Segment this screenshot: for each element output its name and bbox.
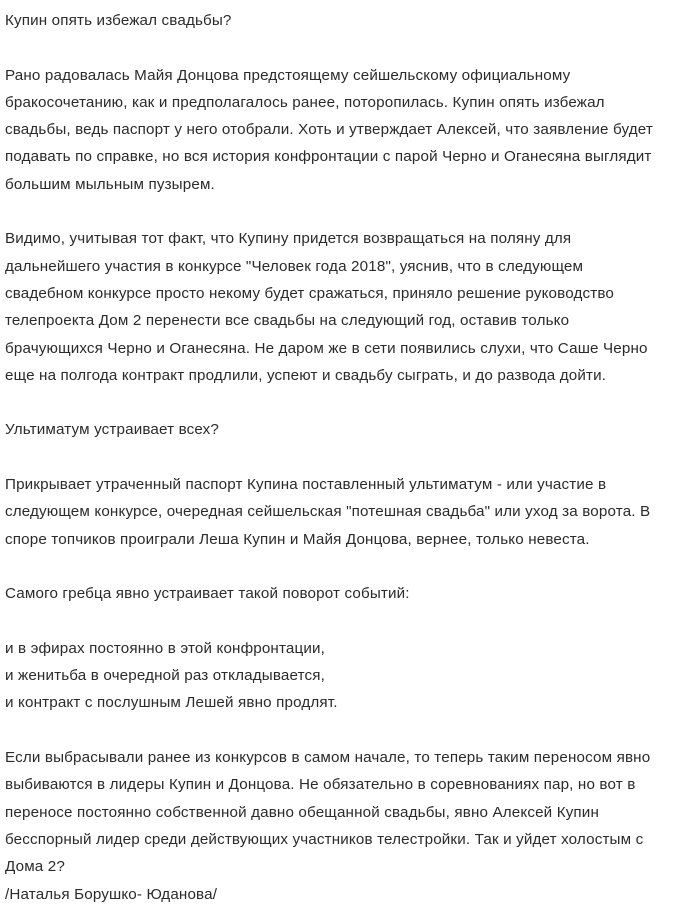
article-paragraph-intro: Рано радовалась Майя Донцова предстоящему сейшельскому официальному бракосочетанию, как и предполагалось ранее, поторопилась. Купин опять избежал свадьбы, ведь паспорт у него отобрали. Хоть и утверждает Алексей, что заявление будет подавать по справке, но вся история конфронтации с парой Черно и Оганесяна выглядит большим мыльным пузырем. — [5, 66, 653, 193]
article-paragraph-lead-in: Самого гребца явно устраивает такой поворот событий: — [5, 585, 410, 603]
article-heading-ultimatum: Ультиматум устраивает всех? — [5, 421, 219, 439]
list-item: и в эфирах постоянно в этой конфронтации, — [5, 639, 325, 657]
article-body — [0, 7, 699, 908]
article-paragraph-conclusion: Если выбрасывали ранее из конкурсов в самом начале, то теперь таким переносом явно выбиваются в лидеры Купин и Донцова. Не обязательно в соревнованиях пар, но вот в переносе постоянно собственной давно обещанной свадьбы, явно Алексей Купин бесспорный лидер среди действующих участников телестройки. Так и уйдет холостым с Дома 2? — [5, 749, 651, 876]
article-heading-primary: Купин опять избежал свадьбы? — [5, 12, 232, 29]
list-item: и женитьба в очередной раз откладывается, — [5, 667, 325, 685]
article-reason-list — [5, 635, 665, 717]
article-author-signature: /Наталья Борушко- Юданова/ — [5, 885, 218, 903]
article-paragraph-ultimatum: Прикрывает утраченный паспорт Купина поставленный ультиматум - или участие в следующем конкурсе, очередная сейшельская "потешная свадьба" или уход за ворота. В споре топчиков проиграли Леша Купин и Майя Донцова, вернее, только невеста. — [5, 476, 651, 548]
list-item: и контракт с послушным Лешей явно продлят. — [5, 694, 338, 712]
article-paragraph-postponement: Видимо, учитывая тот факт, что Купину придется возвращаться на поляну для дальнейшего участия в конкурсе "Человек года 2018", уяснив, что в следующем свадебном конкурсе просто некому будет сражаться, приняло решение руководство телепроекта Дом 2 перенести все свадьбы на следующий год, оставив только брачующихся Черно и Оганесяна. Не даром же в сети появились слухи, что Саше Черно еще на полгода контракт продлили, успеют и свадьбу сыграть, и до развода дойти. — [5, 230, 648, 384]
